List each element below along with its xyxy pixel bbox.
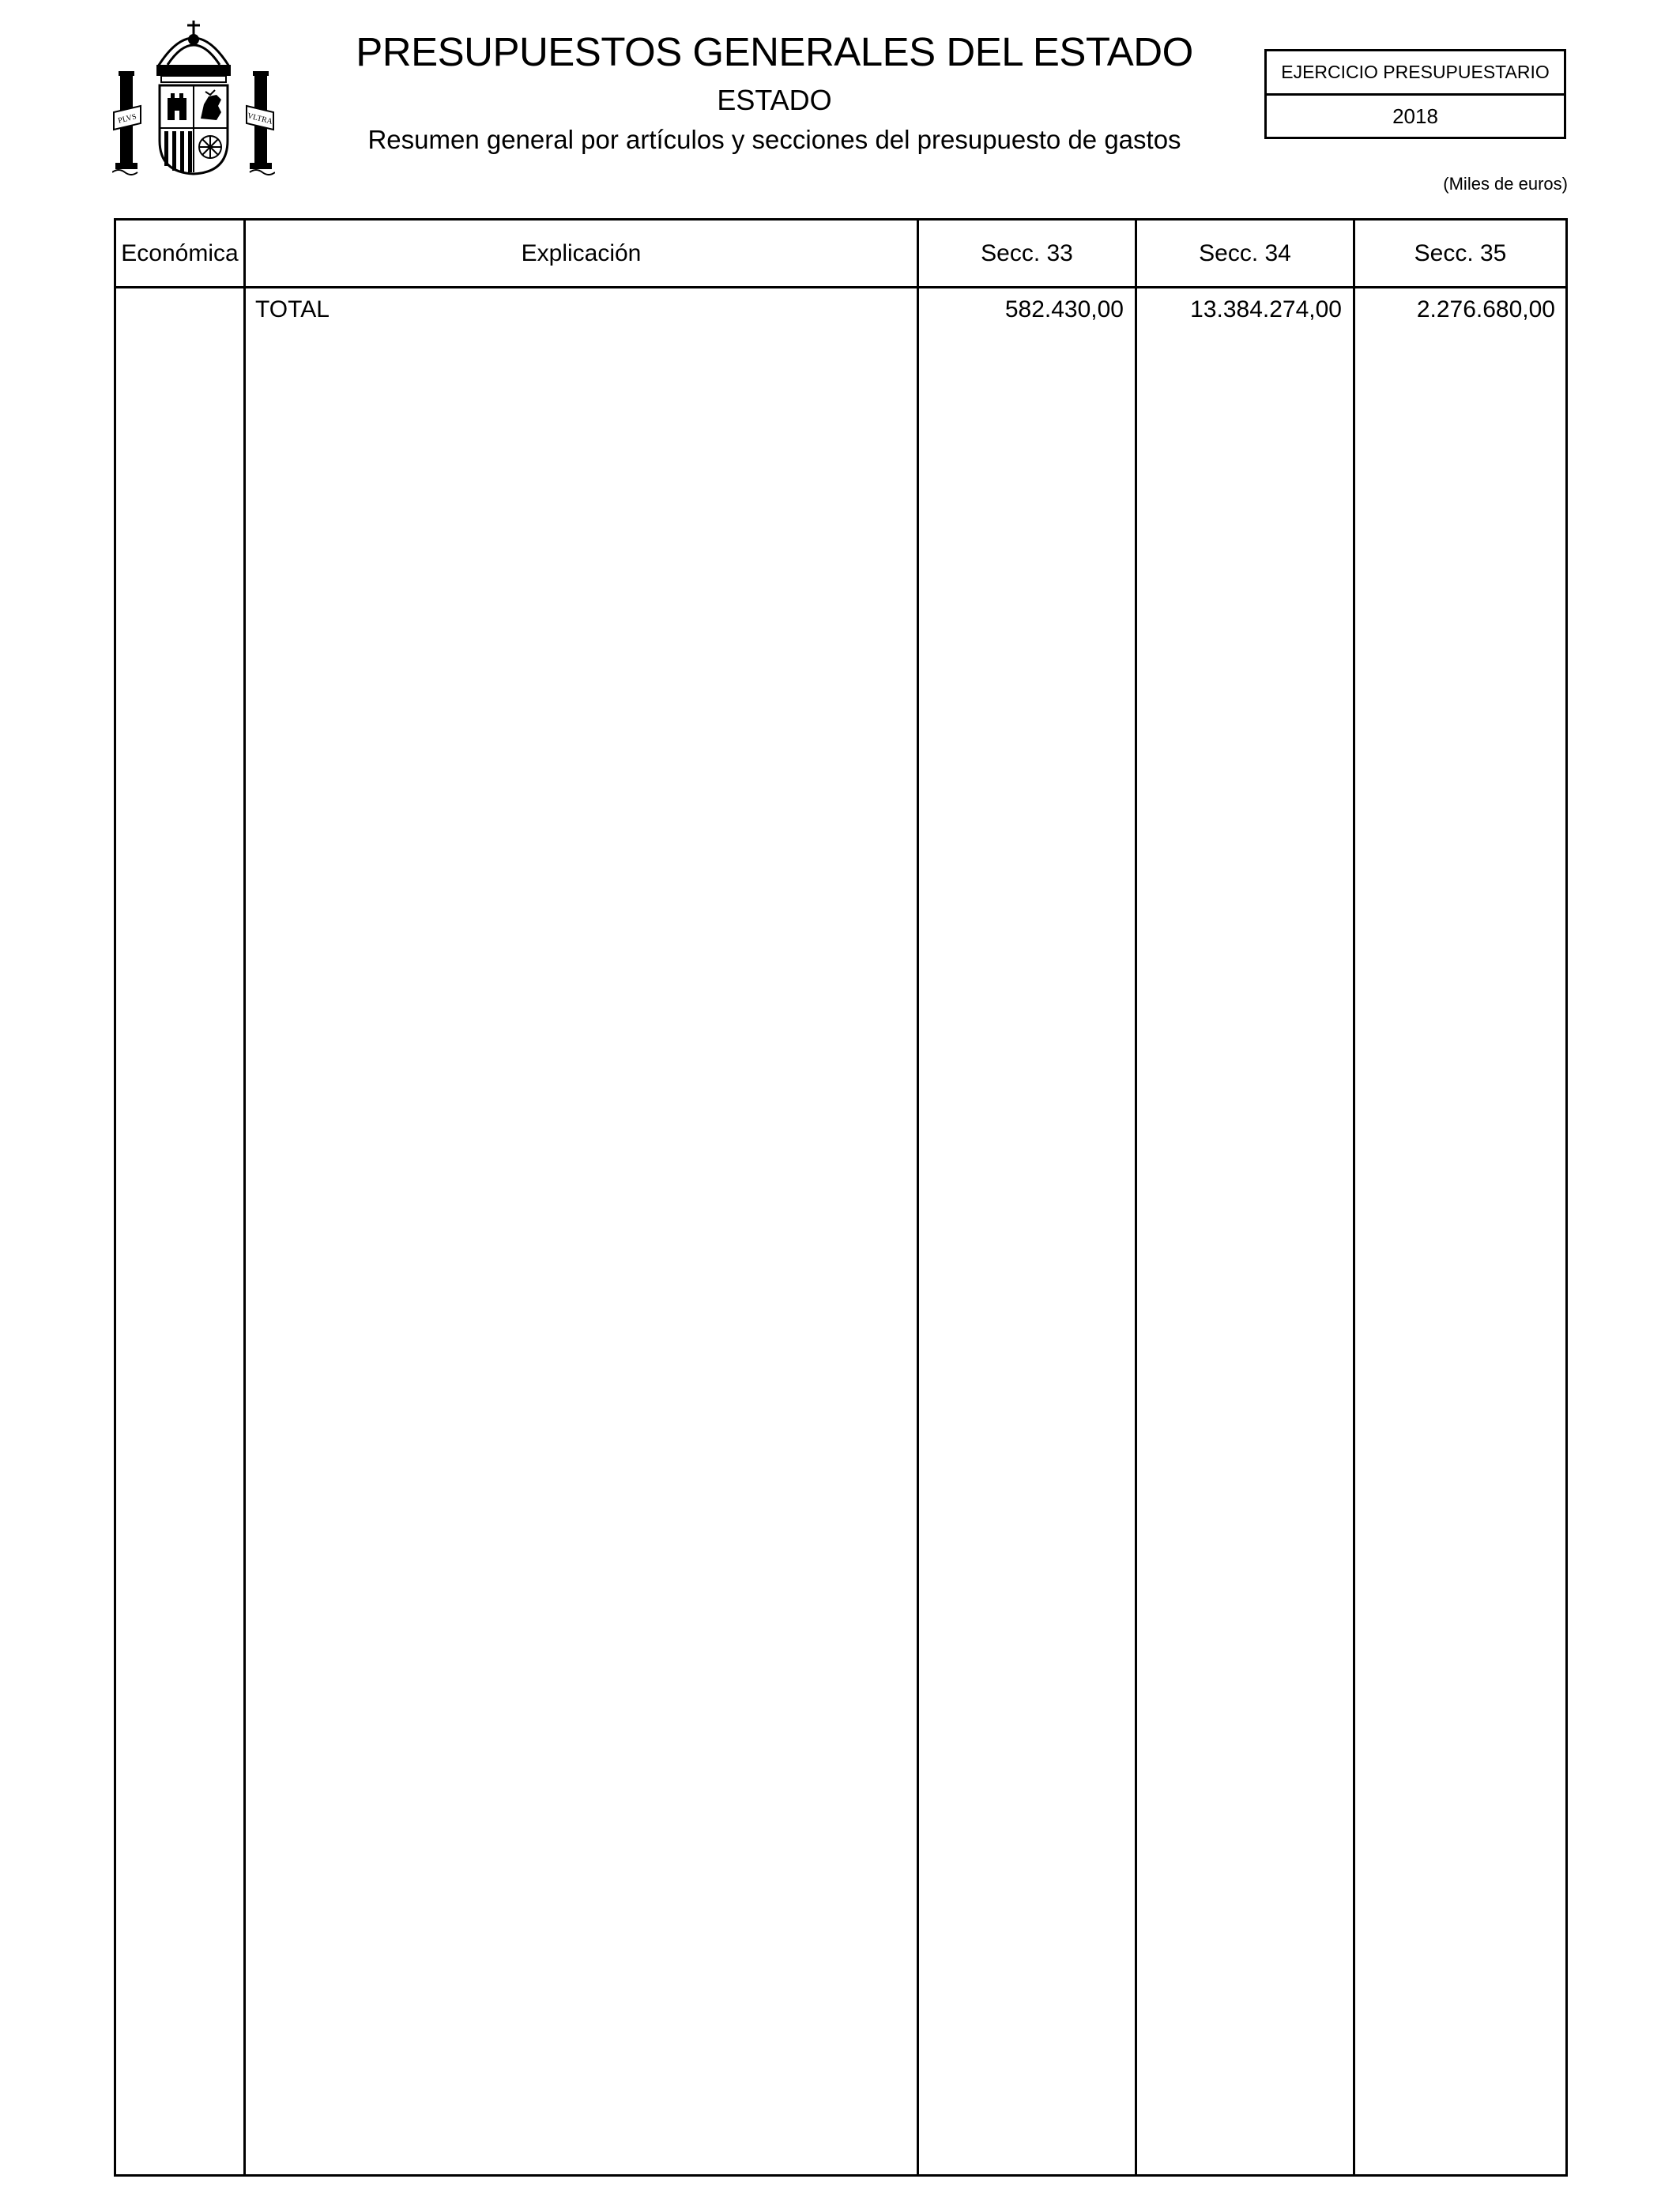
column-divider (243, 221, 246, 2174)
column-header-secc-34: Secc. 34 (1199, 239, 1291, 266)
cell-secc-35: 2.276.680,00 (1416, 296, 1555, 322)
header-divider (116, 286, 1565, 288)
column-header-explicacion: Explicación (521, 239, 642, 266)
exercise-box (1264, 49, 1566, 139)
page-description: Resumen general por artículos y secciones del presupuesto de gastos (367, 125, 1181, 154)
emblem-inscription-left: PLVS (117, 112, 137, 126)
column-header-economica: Económica (121, 239, 239, 266)
column-header-secc-35: Secc. 35 (1414, 239, 1507, 266)
exercise-label: EJERCICIO PRESUPUESTARIO (1267, 51, 1564, 96)
cell-secc-34: 13.384.274,00 (1190, 296, 1342, 322)
units-label: (Miles de euros) (1443, 174, 1568, 194)
emblem-inscription-right: VLTRA (246, 111, 273, 126)
exercise-year: 2018 (1392, 104, 1438, 128)
column-divider (1353, 221, 1355, 2174)
column-divider (1135, 221, 1137, 2174)
column-divider (917, 221, 919, 2174)
budget-table (114, 218, 1568, 2177)
cell-secc-33: 582.430,00 (1004, 296, 1124, 322)
coat-of-arms-icon (112, 17, 275, 175)
page-subtitle: ESTADO (717, 84, 832, 116)
page-title: PRESUPUESTOS GENERALES DEL ESTADO (356, 29, 1193, 74)
column-header-secc-33: Secc. 33 (981, 239, 1073, 266)
cell-explicacion: TOTAL (255, 296, 330, 322)
